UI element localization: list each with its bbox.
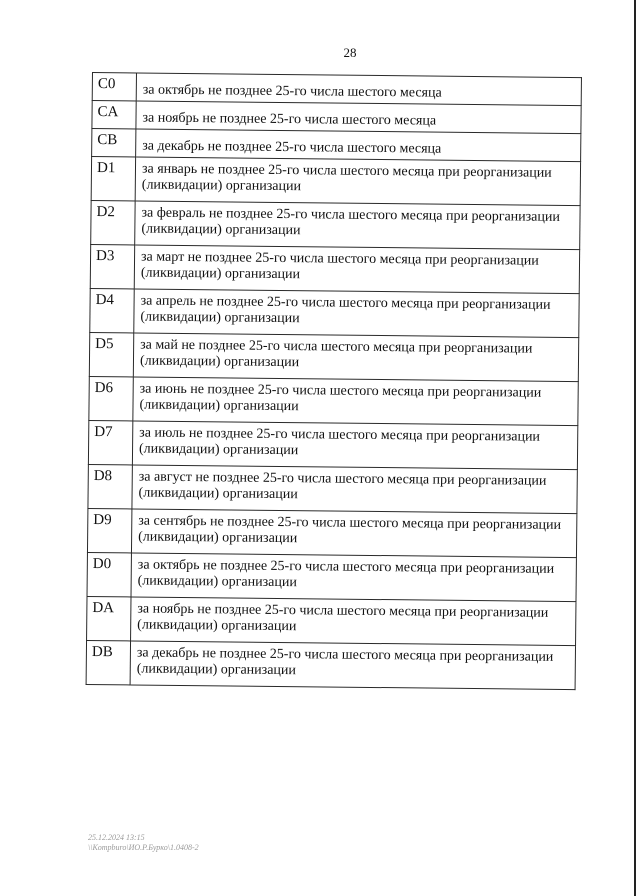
code-cell: D3 <box>90 244 134 288</box>
code-cell: C0 <box>92 73 136 101</box>
code-cell: D9 <box>87 508 131 552</box>
description-cell: за декабрь не позднее 25-го числа шестого месяца <box>136 129 581 162</box>
description-cell: за март не позднее 25-го числа шестого месяца при реорганизации (ликвидации) организации <box>134 245 579 294</box>
table-row <box>89 332 578 381</box>
page-number: 28 <box>343 45 357 60</box>
table-row <box>88 464 577 513</box>
description-cell: за декабрь не позднее 25-го числа шестого месяца при реорганизации (ликвидации) организации <box>130 641 575 690</box>
code-cell: CB <box>92 129 136 157</box>
description-cell: за октябрь не позднее 25-го числа шестого месяца при реорганизации (ликвидации) организации <box>131 553 576 602</box>
description-cell: за февраль не позднее 25-го числа шестого месяца при реорганизации (ликвидации) организации <box>135 201 580 250</box>
stamp-file-path: \\Kompburo\ИО.Р.Бурко\1.0408-2 <box>88 843 199 852</box>
code-cell: D7 <box>88 420 132 464</box>
code-cell: D4 <box>90 288 134 332</box>
table-row <box>86 640 575 689</box>
page-edge-line <box>634 0 636 896</box>
code-cell: DB <box>86 640 130 684</box>
code-cell: CA <box>92 101 136 129</box>
description-cell: за ноябрь не позднее 25-го числа шестого месяца <box>136 101 581 134</box>
table-row <box>91 157 580 206</box>
table-row <box>89 376 578 425</box>
description-cell: за июнь не позднее 25-го числа шестого месяца при реорганизации (ликвидации) организации <box>133 377 578 426</box>
table-row <box>91 200 580 249</box>
table-row <box>90 288 579 337</box>
description-cell: за сентябрь не позднее 25-го числа шестого месяца при реорганизации (ликвидации) организации <box>131 509 576 558</box>
code-cell: D1 <box>91 157 135 201</box>
description-cell: за октябрь не позднее 25-го числа шестого месяца <box>136 73 581 106</box>
description-cell: за июль не позднее 25-го числа шестого месяца при реорганизации (ликвидации) организации <box>132 421 577 470</box>
description-cell: за май не позднее 25-го числа шестого месяца при реорганизации (ликвидации) организации <box>133 333 578 382</box>
table-row <box>88 420 577 469</box>
description-cell: за апрель не позднее 25-го числа шестого месяца при реорганизации (ликвидации) организации <box>134 289 579 338</box>
description-cell: за ноябрь не позднее 25-го числа шестого месяца при реорганизации (ликвидации) организации <box>131 597 576 646</box>
code-cell: DA <box>87 596 131 640</box>
code-cell: D2 <box>91 200 135 244</box>
code-cell: D5 <box>89 332 133 376</box>
description-cell: за январь не позднее 25-го числа шестого месяца при реорганизации (ликвидации) организации <box>135 157 580 206</box>
codes-table <box>86 72 582 690</box>
code-cell: D6 <box>89 376 133 420</box>
table-row <box>87 552 576 601</box>
table-row <box>87 508 576 557</box>
table-row <box>90 244 579 293</box>
stamp-timestamp: 25.12.2024 13:15 <box>88 833 145 842</box>
code-cell: D0 <box>87 552 131 596</box>
document-stamp <box>88 833 199 853</box>
table-row <box>87 596 576 645</box>
code-cell: D8 <box>88 464 132 508</box>
description-cell: за август не позднее 25-го числа шестого месяца при реорганизации (ликвидации) организации <box>132 465 577 514</box>
